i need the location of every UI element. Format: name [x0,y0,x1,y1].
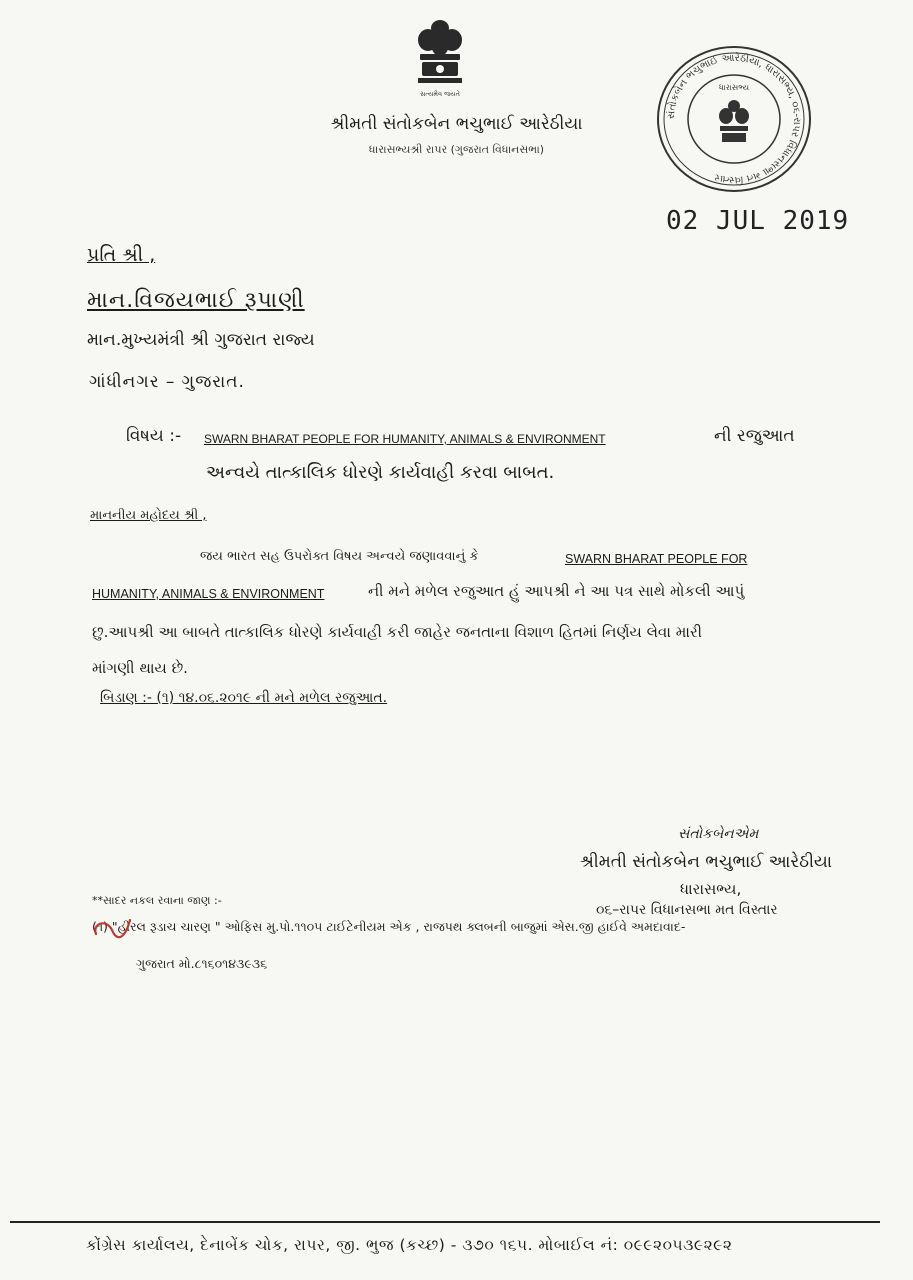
sender-name: શ્રીમતી સંતોકબેન ભચુભાઈ આરેઠીયા [330,114,583,134]
body-line-2: ની મને મળેલ રજુઆત હું આપશ્રી ને આ પત્ર સાથે મોકલી આપું [368,582,745,600]
seal-inner-text: ધારાસભ્ય [718,83,750,92]
recipient-designation: માન.મુખ્યમંત્રી શ્રી ગુજરાત રાજ્ય [87,330,315,350]
body-organization-part-1: SWARN BHARAT PEOPLE FOR [565,552,748,566]
sender-designation: ધારાસભ્યશ્રી રાપર (ગુજરાત વિધાનસભા) [368,143,545,156]
enclosure: બિડાણ :- (૧) ૧૪.૦૬.૨૦૧૯ ની મને મળેલ રજુઆત. [100,690,388,706]
national-emblem-icon [414,18,466,106]
recipient-place: ગાંધીનગર – ગુજરાત. [89,372,245,392]
subject-label: વિષય :- [126,426,182,446]
signatory-constituency: ૦૬–રાપર વિધાનસભા મત વિસ્તાર [596,902,778,918]
footer-divider [10,1221,880,1223]
copy-to-line-1: (૧) "હીરલ રૂડાચ ચારણ " ઓફિસ મુ.પો.૧૧૦૫ ટાઈટેનીયમ એક , રાજપથ ક્લબની બાજુમાં એસ.જી હાઈવે અમદાવાદ- [92,919,686,934]
footer-address: કોંગ્રેસ કાર્યાલય, દેનાબેંક ચોક, રાપર, જી. ભુજ (કચ્છ) - ૩૭૦ ૧૬૫. મોબાઈલ નં: ૦૯૯૨૦૫૩૯૨૯૨ [86,1236,733,1254]
greeting: માનનીય મહોદય શ્રી , [90,508,207,523]
signatory-name: શ્રીમતી સંતોકબેન ભચુભાઈ આરેઠીયા [580,852,833,872]
body-line-4: માંગણી થાય છે. [92,659,188,677]
signatory-designation: ધારાસભ્ય, [680,880,742,898]
copy-to-line-2: ગુજરાત મો.૮૧૬૦૧૪૩૯૩૬ [136,956,268,971]
subject-line-2: અન્વયે તાત્કાલિક ધોરણે કાર્યવાહી કરવા બાબત. [206,462,555,483]
official-round-seal-icon [656,44,812,194]
recipient-salutation: પ્રતિ શ્રી , [87,244,156,266]
seal-ring-text: સંતોકબેન ભચુભાઈ આરેઠીયા, ધારાસભ્ય, ૦૬-રાપર વિધાનસભા મત વિસ્તાર [665,52,803,186]
body-line-1: જય ભારત સહ ઉપરોક્ત વિષય અન્વયે જણાવવાનું કે [200,549,479,564]
copy-to-label: **સાદર નકલ રવાના જાણ :- [92,894,222,907]
subject-organization: SWARN BHARAT PEOPLE FOR HUMANITY, ANIMALS & ENVIRONMENT [204,432,606,446]
body-organization-part-2: HUMANITY, ANIMALS & ENVIRONMENT [92,587,325,601]
subject-suffix: ની રજુઆત [714,426,795,446]
received-date-stamp: 02 JUL 2019 [666,206,850,236]
red-pen-mark-icon [90,914,134,948]
handwritten-signature: સંતોકબેનએમ [678,826,759,842]
emblem-motto: સત્યમેવ જયતે [420,90,460,98]
body-line-3: છુ.આપશ્રી આ બાબતે તાત્કાલિક ધોરણે કાર્યવાહી કરી જાહેર જનતાના વિશાળ હિતમાં નિર્ણય લેવા મારી [92,623,703,641]
recipient-name: માન.વિજયભાઈ રૂપાણી [87,288,305,313]
